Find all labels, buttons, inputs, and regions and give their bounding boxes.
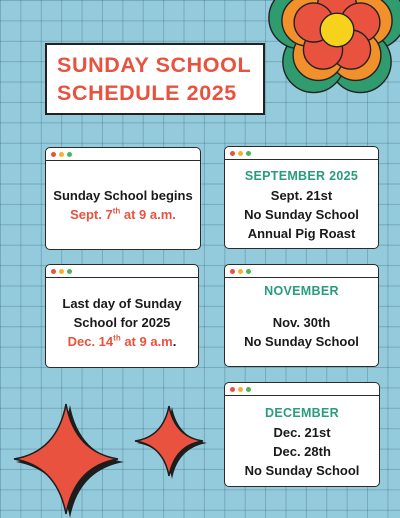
november-line: No Sunday School [244,334,359,349]
september-line: No Sunday School [244,206,359,222]
green-dot-icon [246,269,251,274]
begins-date: Sept. 7th at 9 a.m. [70,206,176,222]
last-day-date: Dec. 14th at 9 a.m. [67,333,177,349]
window-bar [46,148,200,161]
last-day-line-1: Last day of Sunday [62,296,182,311]
window-bar [46,265,198,278]
card-september [224,146,379,249]
title-line-1: SUNDAY SCHOOL [57,53,252,77]
december-line: Dec. 21st [273,424,331,440]
december-heading: DECEMBER [265,405,339,420]
december-line: No Sunday School [244,462,360,478]
september-line: Annual Pig Roast [247,225,356,241]
window-bar [225,383,379,396]
title-box [45,43,265,115]
yellow-dot-icon [59,152,64,157]
september-heading: SEPTEMBER 2025 [244,168,359,183]
red-dot-icon [230,269,235,274]
begins-label: Sunday School begins [53,188,193,203]
card-december [224,382,380,487]
green-dot-icon [67,269,72,274]
yellow-dot-icon [59,269,64,274]
november-line: Nov. 30th [272,315,331,330]
window-bar [225,265,378,278]
november-heading: NOVEMBER [264,284,339,298]
flower-center [320,13,354,47]
yellow-dot-icon [238,387,243,392]
card-last-day [45,264,199,368]
card-school-begins [45,147,201,250]
yellow-dot-icon [238,269,243,274]
december-line: Dec. 28th [273,443,331,459]
september-line: Sept. 21st [270,187,333,203]
card-november [224,264,379,367]
flower-decoration [262,0,400,100]
green-dot-icon [67,152,72,157]
green-dot-icon [246,387,251,392]
last-day-line-2: School for 2025 [73,315,171,330]
title-line-2: SCHEDULE 2025 [57,81,237,105]
small-sparkle-icon [131,404,209,480]
large-sparkle-icon [6,402,126,518]
green-dot-icon [246,151,251,156]
red-dot-icon [51,152,56,157]
red-dot-icon [230,387,235,392]
yellow-dot-icon [238,151,243,156]
red-dot-icon [230,151,235,156]
red-dot-icon [51,269,56,274]
window-bar [225,147,378,160]
